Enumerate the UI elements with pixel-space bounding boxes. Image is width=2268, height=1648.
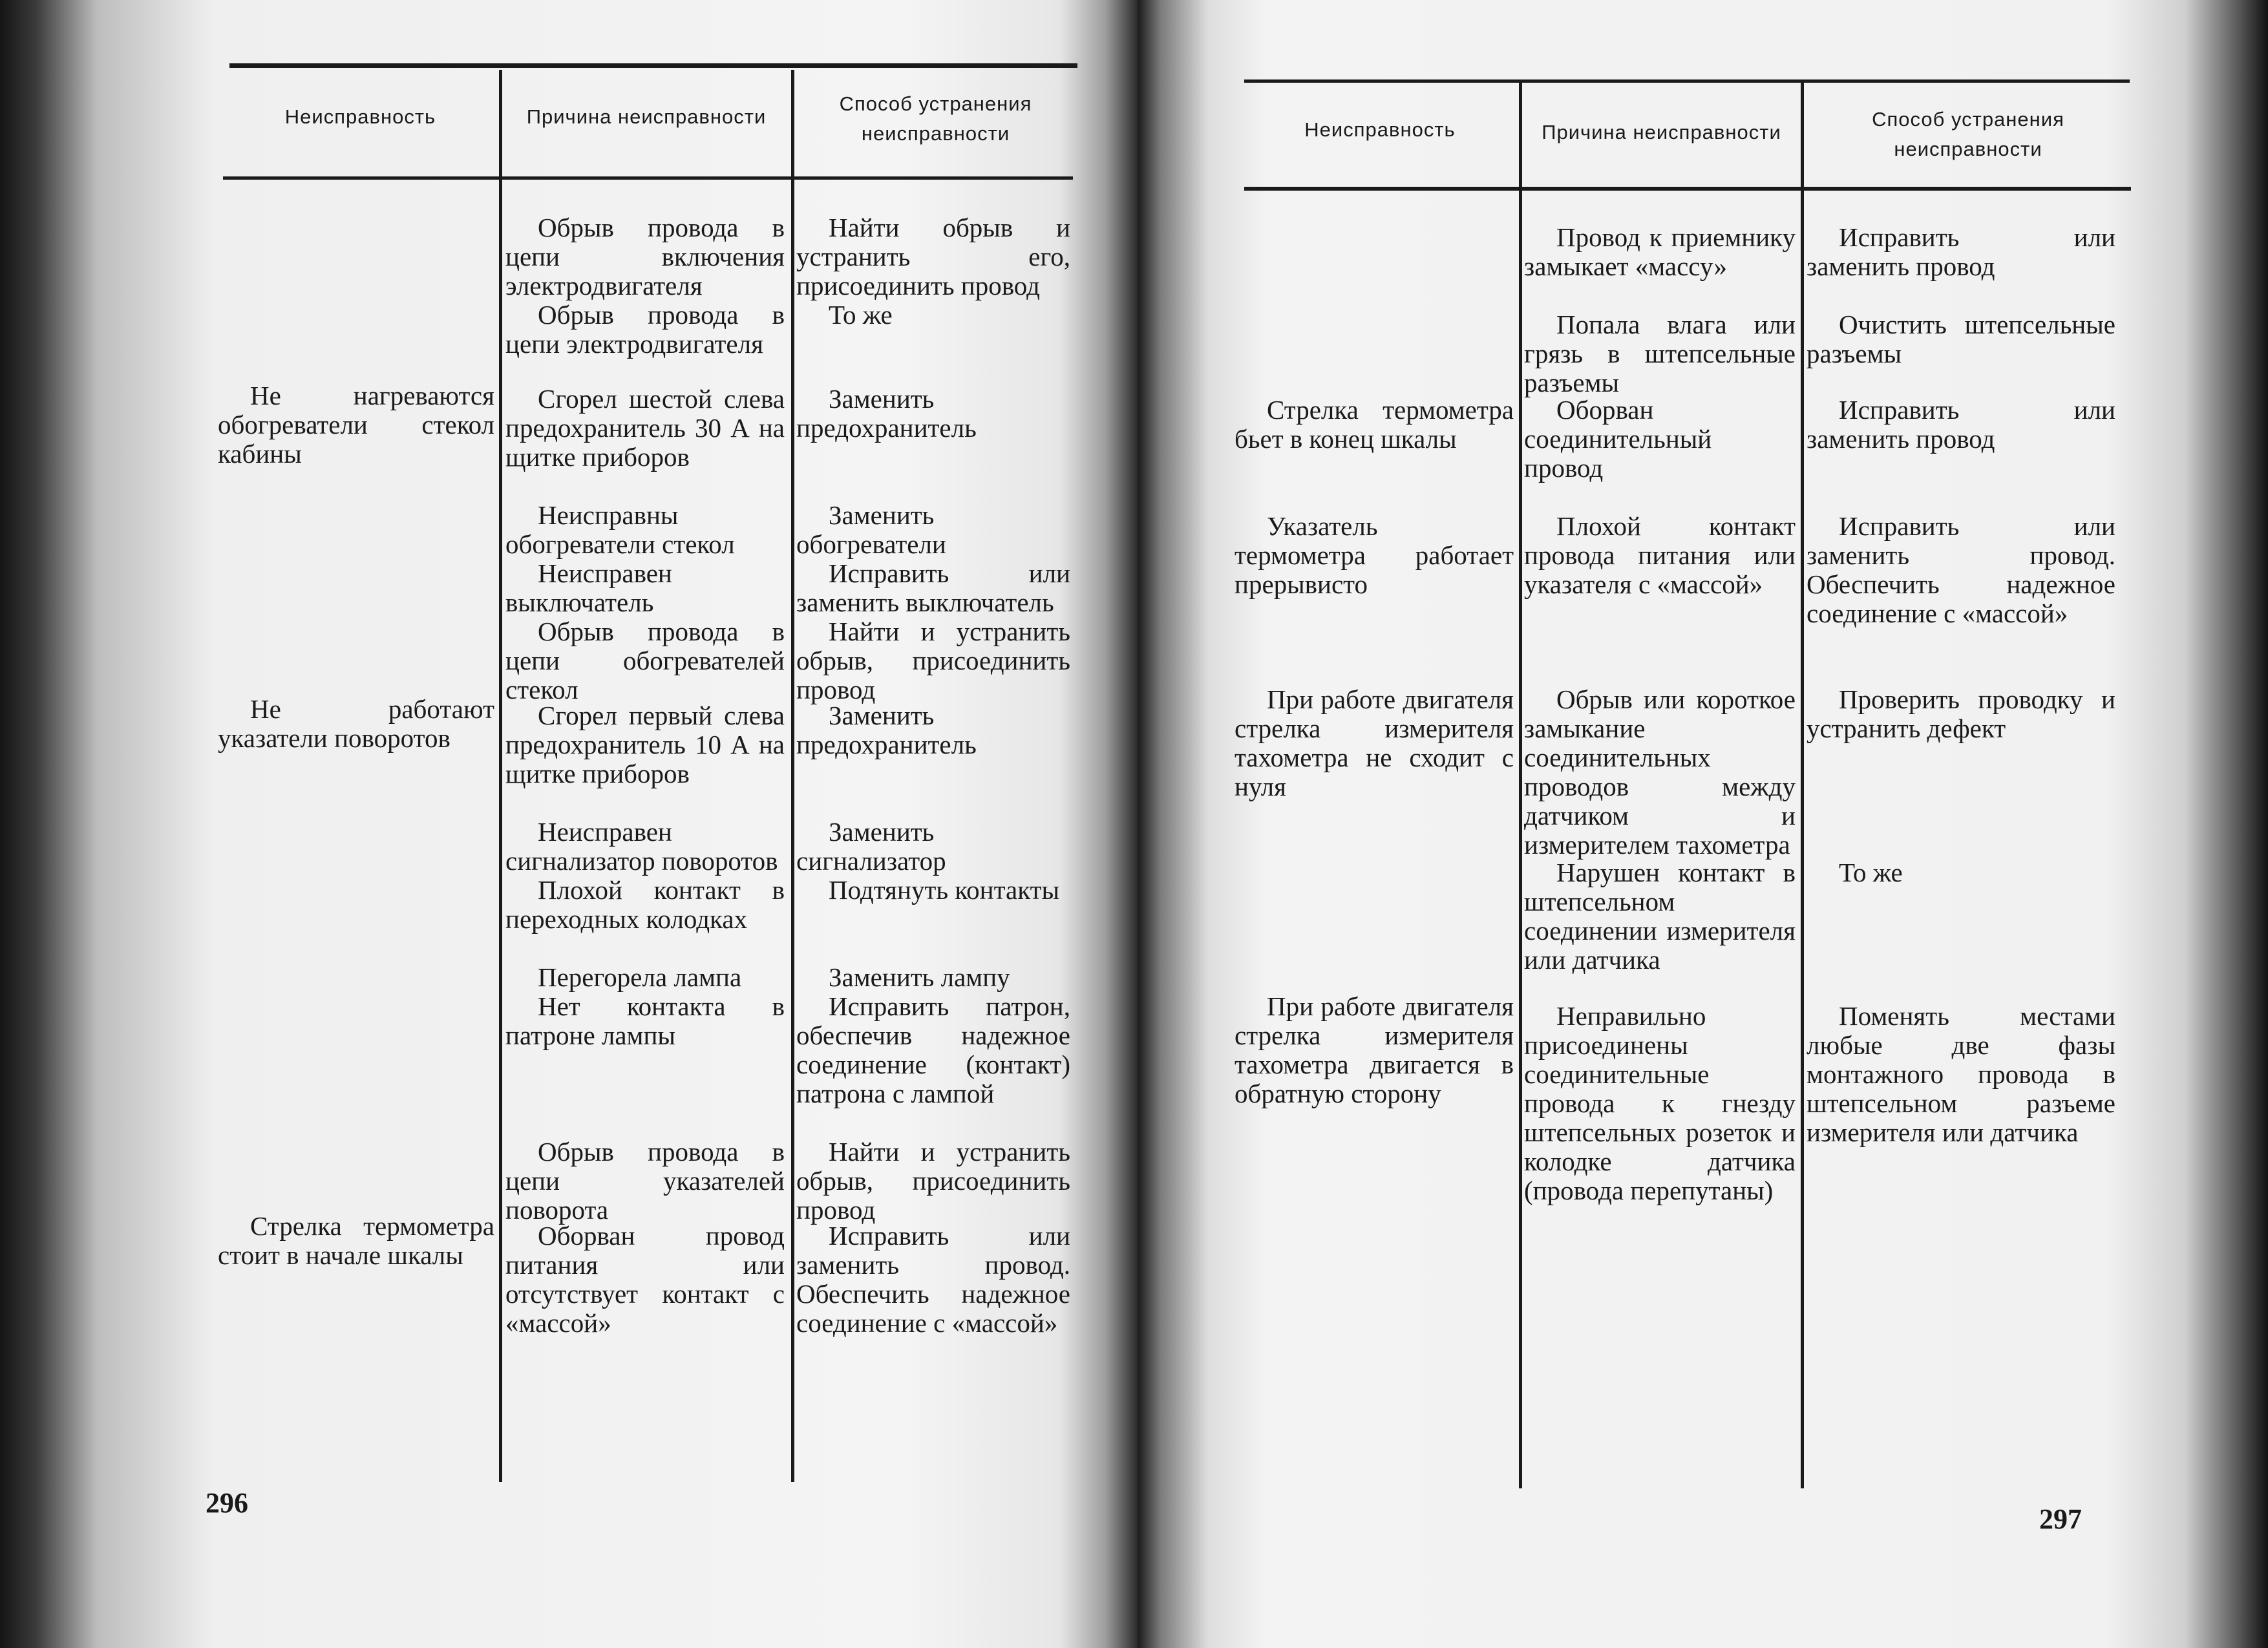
left-remedy-1-3: Заменить предохранитель (796, 384, 977, 443)
left-cause-1-1: Обрыв провода в цепи включения электродвигателя (505, 213, 785, 301)
left-cause-2-1: Сгорел первый слева предохранитель 10 А на щитке приборов (505, 701, 785, 788)
left-cause-2-4: Перегорела лампа (538, 962, 742, 992)
right-remedy-1-3: Исправить или заменить провод (1807, 395, 2115, 454)
left-col-divider-1 (499, 70, 502, 1482)
left-cause-2-2: Неисправен сигнализатор поворотов (505, 817, 778, 876)
left-remedy-2-2: Заменить сигнализатор (796, 817, 946, 876)
right-remedy-1-2: Очистить штепсельные разъемы (1807, 310, 2115, 368)
left-header-remedy: Способ устранения неисправности (839, 92, 1032, 145)
right-fault-2: Указатель термометра работает прерывисто (1235, 511, 1514, 599)
left-remedy-1-5: Исправить или заменить выключатель (796, 558, 1070, 617)
right-header-rule (1244, 187, 2131, 191)
left-remedy-3-1: Исправить или заменить провод. Обеспечить надежное соединение с «массой» (796, 1221, 1070, 1338)
right-fault-3: При работе двигателя стрелка измерителя тахометра не сходит с нуля (1235, 684, 1514, 801)
right-header-cause: Причина неисправности (1542, 121, 1781, 143)
left-cause-1-2: Обрыв провода в цепи электродвигателя (505, 300, 785, 359)
left-cause-3-1: Оборван провод питания или отсутствует контакт с «массой» (505, 1221, 785, 1338)
right-page (1138, 0, 2268, 1648)
right-cause-1-2: Попала влага или грязь в штепсельные разъемы (1524, 310, 1796, 397)
left-remedy-1-1: Найти обрыв и устранить его, присоединить провод (796, 213, 1070, 301)
left-remedy-1-6: Найти и устранить обрыв, присоединить провод (796, 617, 1070, 704)
right-fault-4: При работе двигателя стрелка измерителя тахометра двигается в обратную сторону (1235, 991, 1514, 1108)
right-remedy-4-1: Поменять местами любые две фазы монтажного провода в штепсельном разъеме измерителя или датчика (1807, 1001, 2115, 1147)
left-page-number: 296 (206, 1487, 248, 1519)
left-fault-1: Не нагреваются обогреватели стекол кабины (218, 381, 494, 469)
right-cause-3-1: Обрыв или короткое замыкание соединительных проводов между датчиком и измерителем тахометра (1524, 684, 1796, 860)
right-page-number: 297 (2039, 1503, 2082, 1535)
right-header-fault: Неисправность (1304, 118, 1456, 141)
left-remedy-1-2: То же (829, 300, 893, 330)
left-header-rule (223, 176, 1073, 180)
right-cause-1-1: Провод к приемнику замыкает «массу» (1524, 222, 1796, 281)
left-remedy-2-1: Заменить предохранитель (796, 701, 977, 759)
left-cause-1-4: Неисправны обогреватели стекол (505, 500, 735, 559)
right-top-rule (1244, 79, 2130, 83)
left-remedy-1-4: Заменить обогреватели (796, 500, 946, 559)
right-remedy-1-1: Исправить или заменить провод (1807, 222, 2115, 281)
left-top-rule (229, 63, 1077, 68)
left-remedy-2-6: Найти и устранить обрыв, присоединить провод (796, 1137, 1070, 1225)
left-cause-2-3: Плохой контакт в переходных колодках (505, 875, 785, 934)
left-col-divider-2 (791, 70, 794, 1482)
left-fault-3: Стрелка термометра стоит в начале шкалы (218, 1211, 494, 1270)
left-cause-1-3: Сгорел шестой слева предохранитель 30 А на щитке приборов (505, 384, 785, 472)
left-fault-2: Не работают указатели поворотов (218, 694, 494, 753)
right-remedy-3-1: Проверить проводку и устранить дефект (1807, 684, 2115, 743)
right-col-divider-1 (1519, 83, 1522, 1488)
left-cause-1-5: Неисправен выключатель (505, 558, 672, 617)
left-header-fault: Неисправность (284, 105, 436, 128)
right-fault-1: Стрелка термометра бьет в конец шкалы (1235, 395, 1514, 454)
left-remedy-2-3: Подтянуть контакты (829, 875, 1060, 905)
right-remedy-2-1: Исправить или заменить провод. Обеспечить надежное соединение с «массой» (1807, 511, 2115, 628)
right-cause-2-1: Плохой контакт провода питания или указателя с «массой» (1524, 511, 1796, 599)
left-cause-2-5: Нет контакта в патроне лампы (505, 991, 785, 1050)
right-header-remedy: Способ устранения неисправности (1872, 108, 2064, 160)
right-cause-4-1: Неправильно присоединены соединительные провода к гнезду штепсельных розеток и колодке датчика (провода перепутаны) (1524, 1001, 1796, 1205)
left-cause-1-6: Обрыв провода в цепи обогревателей стекол (505, 617, 785, 704)
right-col-divider-2 (1801, 83, 1804, 1488)
left-remedy-2-5: Исправить патрон, обеспечив надежное соединение (контакт) патрона с лампой (796, 991, 1070, 1108)
right-cause-3-2: Нарушен контакт в штепсельном соединении измерителя или датчика (1524, 858, 1796, 975)
left-remedy-2-4: Заменить лампу (829, 962, 1010, 992)
left-header-cause: Причина неисправности (526, 105, 767, 128)
right-remedy-3-2: То же (1839, 858, 1903, 887)
left-cause-2-6: Обрыв провода в цепи указателей поворота (505, 1137, 785, 1225)
right-cause-1-3: Оборван соединительный провод (1524, 395, 1712, 483)
